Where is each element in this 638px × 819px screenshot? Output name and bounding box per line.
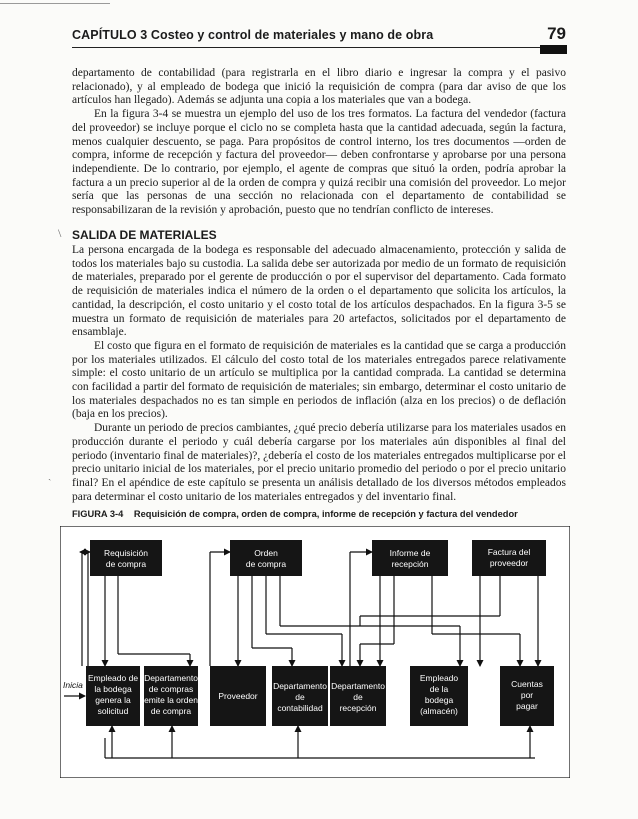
box-text: recepción [339,703,377,713]
box-text: de compras [148,684,194,694]
box-text: de [353,692,363,702]
box-text: bodega [424,695,454,705]
top-edge-rule [0,3,110,4]
body-text-top [72,67,566,218]
margin-check-mark: \ [58,226,62,240]
margin-tick-mark: ˏ [48,470,52,481]
box-requisicion-compra [90,540,162,576]
box-text: Empleado de [87,673,139,683]
figure-caption-text: Requisición de compra, orden de compra, informe de recepción y factura del vendedor [133,509,518,519]
box-text: de compra [105,559,147,569]
chapter-title: Costeo y control de materiales y mano de obra [150,28,434,42]
box-text: recepción [391,559,429,569]
box-text: Cuentas [511,679,543,689]
box-text: de la [429,684,449,694]
box-text: Requisición [104,548,148,558]
box-text: Departamento [331,681,385,691]
box-text: Departamento [273,681,327,691]
header-thumb-block [540,45,567,54]
box-text: Orden [254,548,278,558]
purchasing-flow-diagram [60,526,570,778]
box-text: Informe de [389,548,431,558]
box-orden-compra [230,540,302,576]
box-text: la bodega [94,684,132,694]
paragraph: La persona encargada de la bodega es responsable del adecuado almacenamiento, protección y salida de todos los materiales bajo su custodia. La salida debe ser autorizada por medio de un formato de requisición de materiales, preparado por el gerente de producción o por el supervisor del departamento. Cada formato de requisición de materiales indica el número de la orden o el departamento que solicita los artículos, la cantidad, la descripción, el costo unitario y el costo total de los artículos despachados. En la figura 3-5 se muestra un formato de requisición de materiales para 20 artefactos, solicitados por el departamento de ensamblaje. [72,244,566,339]
page-header [72,22,572,48]
section-heading: SALIDA DE MATERIALES [72,228,217,242]
box-text: Departamento [144,673,198,683]
box-text: (almacén) [420,706,458,716]
box-text: contabilidad [277,703,323,713]
box-text: solicitud [97,706,129,716]
box-text: por [520,690,534,700]
chapter-label: CAPÍTULO 3 [72,28,148,42]
paragraph: Durante un periodo de precios cambiantes, ¿qué precio debería utilizarse para los materiales usados en producción durante el periodo y cuál debería cargarse por los materiales aún disponibles al final del periodo (inventario final de materiales)?, ¿debería el costo de los materiales entregados multiplicarse por el precio unitario inicial de los materiales, por el precio unitario promedio del periodo o por el precio unitario final? En el apéndice de este capítulo se presenta un análisis detallado de los diversos métodos empleados para determinar el costo unitario de los materiales entregados y del inventario final. [72,422,566,503]
figure-label: FIGURA 3-4 [72,509,124,519]
box-text: pagar [516,701,538,711]
box-text: proveedor [489,558,529,568]
paragraph: departamento de contabilidad (para registrarla en el libro diario e ingresar la compra y el pasivo relacionado), y al empleado de bodega que inició la requisición de compra (para dar aviso de que los artículos han llegado). Además se adjunta una copia a los materiales que van a bodega. [72,67,566,107]
box-text: genera la [95,695,131,705]
box-text: Empleado [419,673,459,683]
start-label: Inicia [63,680,83,690]
figure-caption [72,509,518,519]
box-text: de [295,692,305,702]
box-text: de compra [150,706,192,716]
box-text: Factura del [487,547,531,557]
page-number: 79 [547,24,566,43]
paragraph: El costo que figura en el formato de requisición de materiales es la cantidad que se carga a producción por los materiales utilizados. El cálculo del costo total de los materiales entregados parece relativamente simple: el costo unitario de un artículo se multiplica por la cantidad comprada. La cantidad se determina con facilidad a partir del formato de requisición de materiales; sin embargo, determinar el costo unitario de los materiales despachados no es tan simple en periodos de inflación (alza en los precios) o de deflación (baja en los precios). [72,339,566,421]
paragraph: En la figura 3-4 se muestra un ejemplo del uso de los tres formatos. La factura del vendedor (factura del proveedor) se incluye porque el ciclo no se completa hasta que la cantidad adecuada, según la factura, menos cualquier descuento, se paga. Para propósitos de control interno, los tres documentos —orden de compra, informe de recepción y factura del proveedor— deben confrontarse y aprobarse por una persona independiente. De lo contrario, por ejemplo, el agente de compras que situó la orden, podría aprobar la factura a un precio superior al de la orden de compra y quizá recibir una comisión del proveedor. Lo mejor sería que las personas de una sección no relacionada con el departamento de contabilidad se responsabilizaran de la revisión y aprobación, puesto que no tendrían conflicto de intereses. [72,108,566,217]
box-informe-recepcion [372,540,448,576]
box-text: Proveedor [218,691,258,701]
header-rule [72,47,566,48]
body-text-section [72,244,566,504]
running-head [72,28,433,42]
box-text: de compra [245,559,287,569]
box-text: emite la orden [144,695,198,705]
